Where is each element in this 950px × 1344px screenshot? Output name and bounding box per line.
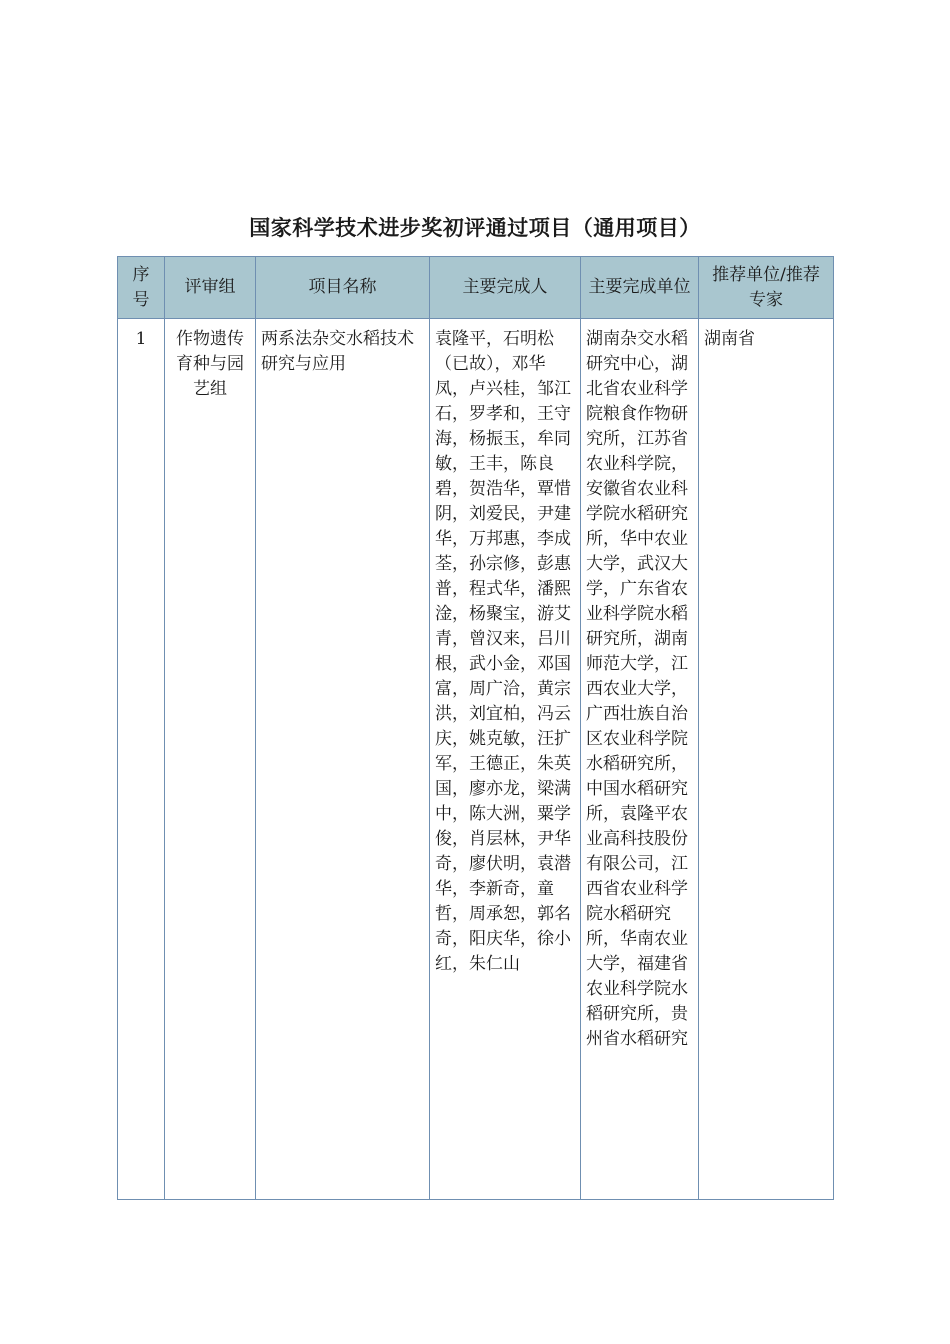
cell-units: 湖南杂交水稻研究中心，湖北省农业科学院粮食作物研究所，江苏省农业科学院，安徽省农业科学院水稻研究所，华中农业大学，武汉大学，广东省农业科学院水稻研究所，湖南师范大学，江西农业大学，广西壮族自治区农业科学院水稻研究所，中国水稻研究所，袁隆平农业高科技股份有限公司，江西省农业科学院水稻研究所，华南农业大学，福建省农业科学院水稻研究所，贵州省水稻研究	[581, 319, 699, 1200]
header-no: 序号	[118, 257, 165, 319]
cell-no: 1	[118, 319, 165, 1200]
cell-group: 作物遗传育种与园艺组	[165, 319, 256, 1200]
cell-recommender: 湖南省	[699, 319, 834, 1200]
header-recommender: 推荐单位/推荐专家	[699, 257, 834, 319]
page-title: 国家科学技术进步奖初评通过项目（通用项目）	[249, 216, 701, 240]
cell-project: 两系法杂交水稻技术研究与应用	[256, 319, 430, 1200]
project-table	[117, 256, 834, 1200]
table-row	[118, 319, 834, 1200]
header-units: 主要完成单位	[581, 257, 699, 319]
cell-persons: 袁隆平，石明松（已故），邓华凤，卢兴桂，邹江石，罗孝和，王守海，杨振玉，牟同敏，王丰，陈良碧，贺浩华，覃惜阴，刘爱民，尹建华，万邦惠，李成荃，孙宗修，彭惠普，程式华，潘熙淦，杨聚宝，游艾青，曾汉来，吕川根，武小金，邓国富，周广洽，黄宗洪，刘宜柏，冯云庆，姚克敏，汪扩军，王德正，朱英国，廖亦龙，梁满中，陈大洲，粟学俊，肖层林，尹华奇，廖伏明，袁潜华，李新奇，童哲，周承恕，郭名奇，阳庆华，徐小红，朱仁山	[430, 319, 581, 1200]
header-project: 项目名称	[256, 257, 430, 319]
header-persons: 主要完成人	[430, 257, 581, 319]
table-header-row	[118, 257, 834, 319]
header-group: 评审组	[165, 257, 256, 319]
